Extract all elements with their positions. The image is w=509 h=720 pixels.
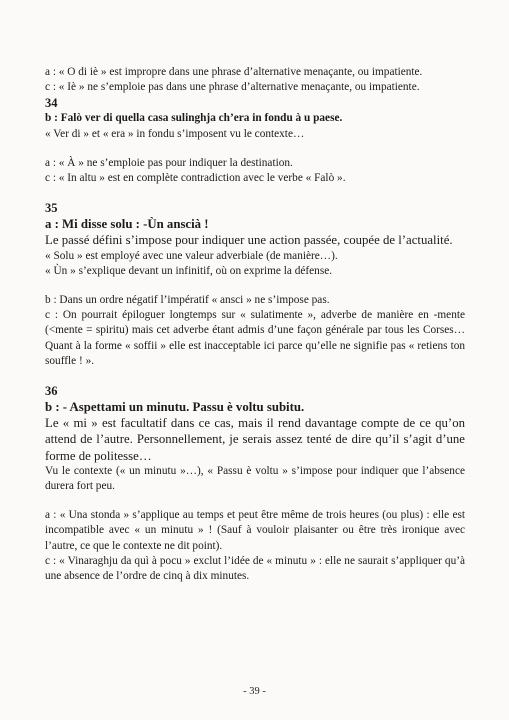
spacer — [45, 494, 465, 508]
section-36-option-c: c : « Vinaraghju da quì à pocu » exclut l’idée de « minutu » : elle ne saurait s’appliquer qu’à une absence de l’ordre de cinq à dix minutes. — [45, 554, 465, 583]
section-34-paragraph: « Ver di » et « era » in fondu s’imposent vu le contexte… — [45, 127, 305, 140]
section-number-34: 34 — [45, 96, 58, 111]
section-number-35: 35 — [45, 201, 58, 216]
spacer — [45, 279, 465, 293]
section-35-answer: a : Mi disse solu : -Ùn anscià ! — [45, 217, 209, 232]
section-36-answer: b : - Aspettami un minutu. Passu è voltu subitu. — [45, 400, 305, 415]
page-number: - 39 - — [243, 686, 266, 697]
section-36-paragraph-2: Vu le contexte (« un minutu »…), « Passu è voltu » s’impose pour indiquer que l’absence durera fort peu. — [45, 464, 465, 493]
section-number-36: 36 — [45, 384, 58, 399]
spacer — [45, 186, 465, 200]
spacer — [45, 142, 465, 156]
section-36-paragraph-1: Le « mi » est facultatif dans ce cas, mais il rend davantage compte de ce qu’on attend de l’autre. Personnellement, je serais assez tenté de dire qu’il s’agit d’une forme de politesse… — [45, 416, 465, 463]
section-34-option-a: a : « À » ne s’emploie pas pour indiquer la destination. — [45, 156, 293, 169]
page-content — [45, 65, 465, 584]
section-35-paragraph-2: « Solu » est employé avec une valeur adverbiale (de manière…). — [45, 249, 338, 262]
spacer — [45, 369, 465, 383]
answer-a-explanation: a : « O di iè » est impropre dans une phrase d’alternative menaçante, ou impatiente. — [45, 66, 423, 78]
section-35-option-c: c : On pourrait épiloguer longtemps sur « sulatimente », adverbe de manière en -mente (<mente = spiritu) mais cet adverbe étant admis d’une façon générale par tous les Corses… Quant à la forme « soffii » elle est inacceptable ici parce qu’elle ne signifie pas « retiens ton souffle ! ». — [45, 309, 465, 367]
section-34-answer: b : Falò ver di quella casa sulinghja ch’era in fondu à u paese. — [45, 112, 343, 125]
section-34-option-c: c : « In altu » est en complète contradiction avec le verbe « Falò ». — [45, 172, 346, 185]
section-35-option-b: b : Dans un ordre négatif l’impératif « ansci » ne s’impose pas. — [45, 294, 330, 307]
section-35-paragraph-1: Le passé défini s’impose pour indiquer une action passée, coupée de l’actualité. — [45, 233, 453, 248]
section-35-paragraph-3: « Ùn » s’explique devant un infinitif, où on exprime la défense. — [45, 264, 333, 277]
section-36-option-a: a : « Una stonda » s’applique au temps et peut être même de trois heures (ou plus) : elle est incompatible avec « un minutu » ! (Sauf à vouloir plaisanter ou être très ironique avec l’autre, ce que le contexte ne dit point). — [45, 509, 465, 552]
answer-c-explanation: c : « Iè » ne s’emploie pas dans une phrase d’alternative menaçante, ou impatiente. — [45, 81, 420, 94]
